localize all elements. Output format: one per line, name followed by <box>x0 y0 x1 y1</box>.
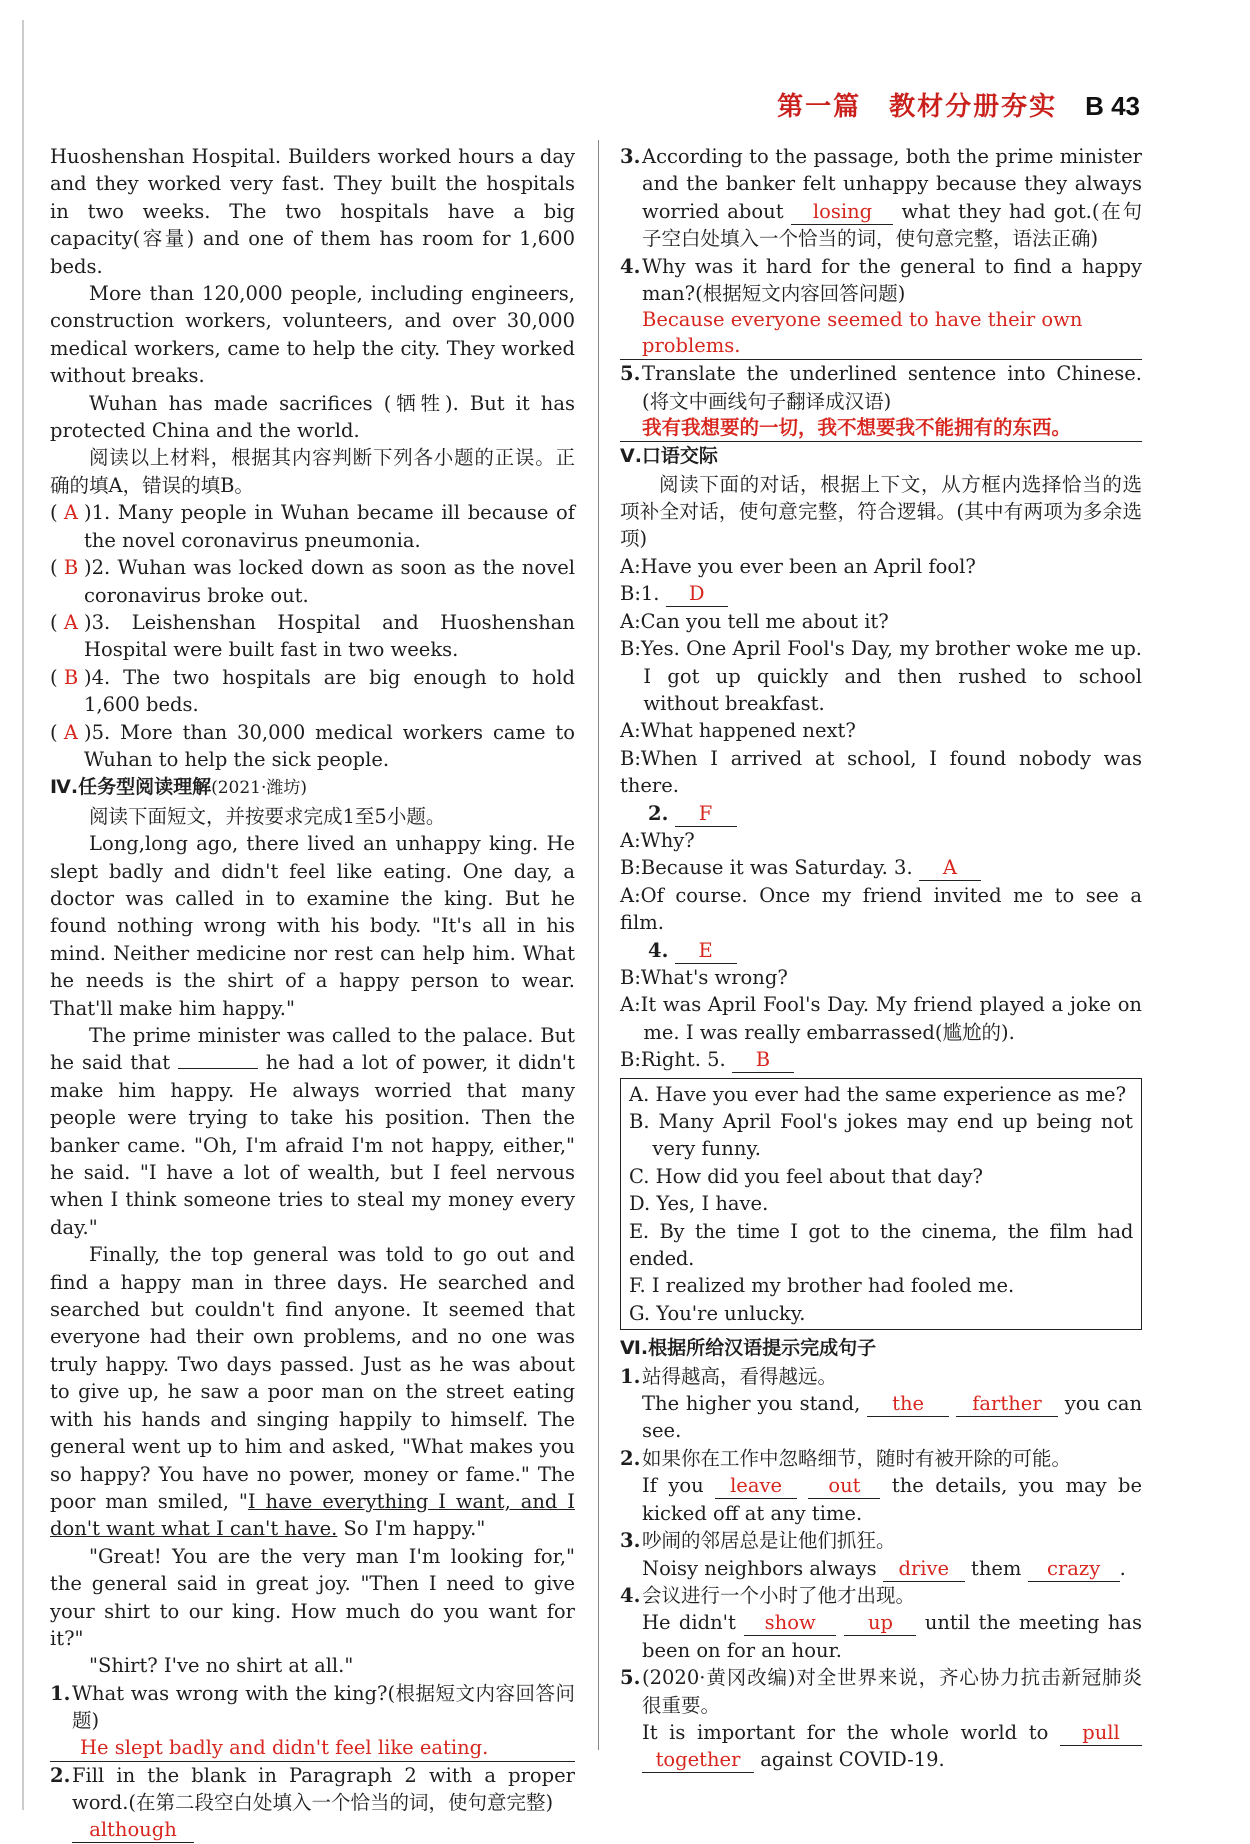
dialog-line: 4. E <box>620 937 1142 964</box>
story-text: he had a lot of power, it didn't make him happy. He always worried that many people were trying to take his position. Then the banker came. "Oh, I'm afraid I'm not happy, either," he said. "I have a lot of wealth, but I feel nervous when I think someone tries to steal my money every day." <box>50 1051 575 1239</box>
dialog-line: B:Yes. One April Fool's Day, my brother woke me up. I got up quickly and then rushed to school without breakfast. <box>620 637 1142 715</box>
question-text: According to the passage, both the prime minister and the banker felt unhappy because they always worried about losing what they had got.(在句子空白处填入一个恰当的词，使句意完整，语法正确) <box>642 145 1142 251</box>
tf-text: )3. Leishenshan Hospital and Huoshenshan Hospital were built fast in two weeks. <box>84 610 575 662</box>
answer-3[interactable]: losing <box>791 200 893 225</box>
underlined-sentence: I have everything I want, and I don't want what I can't have. <box>50 1489 575 1541</box>
story-para-2 <box>50 1022 575 1241</box>
answer-4[interactable]: Because everyone seemed to have their own problems. <box>620 307 1142 360</box>
chinese-prompt: 会议进行一个小时了他才出现。 <box>642 1583 916 1607</box>
question-text: What was wrong with the king?(根据短文内容回答问题) <box>72 1681 575 1733</box>
tf-answer[interactable]: B <box>63 665 79 689</box>
chinese-prompt: 吵闹的邻居总是让他们抓狂。 <box>642 1529 896 1553</box>
section-title: 第一篇 教材分册夯实 <box>777 92 1058 122</box>
sentence-4: 4. 会议进行一个小时了他才出现。 <box>620 1582 1142 1609</box>
tf-answer[interactable]: A <box>63 720 78 744</box>
question-text: Translate the underlined sentence into Chinese.(将文中画线句子翻译成汉语) <box>642 362 1142 413</box>
option-d: D. Yes, I have. <box>629 1192 769 1216</box>
blank-answer[interactable]: up <box>844 1611 916 1636</box>
column-divider <box>598 140 599 1750</box>
instruction: 阅读以上材料，根据其内容判断下列各小题的正误。正确的填A，错误的填B。 <box>50 446 575 497</box>
option-a: A. Have you ever had the same experience as me? <box>629 1082 1127 1106</box>
section-4-instruction: 阅读下面短文，并按要求完成1至5小题。 <box>89 804 446 828</box>
passage-para-1: Huoshenshan Hospital. Builders worked hours a day and they worked very fast. They built the hospitals in two weeks. The two hospitals have a big capacity(容量) and one of them has room for 1,600 beds. <box>50 145 575 278</box>
story-para-3 <box>50 1241 575 1542</box>
sentence-3: 3. 吵闹的邻居总是让他们抓狂。 <box>620 1527 1142 1554</box>
tf-text: )4. The two hospitals are big enough to hold 1,600 beds. <box>84 665 575 717</box>
blank-answer[interactable]: farther <box>956 1392 1058 1417</box>
answer-1[interactable]: He slept badly and didn't feel like eating. <box>50 1735 575 1762</box>
dialog-answer-1[interactable]: D <box>666 582 728 607</box>
sentence-4-english: He didn't show up until the meeting has been on for an hour. <box>642 1611 1143 1662</box>
dialog-line: B:What's wrong? <box>620 965 788 989</box>
blank-answer[interactable]: show <box>744 1611 836 1636</box>
chinese-prompt: (2020·黄冈改编)对全世界来说，齐心协力抗击新冠肺炎很重要。 <box>642 1666 1142 1717</box>
dialog-answer-5[interactable]: B <box>732 1048 794 1073</box>
blank-answer[interactable]: out <box>808 1474 880 1499</box>
story-text: The prime minister was called to the palace. But he said that <box>50 1024 575 1075</box>
story-para-1: Long,long ago, there lived an unhappy king. He slept badly and didn't feel like eating. One day, a doctor was called in to examine the king. But he found nothing wrong with his body. "It's all in his mind. Neither medicine nor rest can help him. What he needs is the shirt of a happy person to wear. That'll make him happy." <box>50 832 575 1020</box>
option-g: G. You're unlucky. <box>629 1301 806 1325</box>
option-c: C. How did you feel about that day? <box>629 1164 983 1188</box>
tf-text: )5. More than 30,000 medical workers came to Wuhan to help the sick people. <box>84 720 575 771</box>
question-text: Why was it hard for the general to find a happy man?(根据短文内容回答问题) <box>642 254 1142 306</box>
question-3: 3. According to the passage, both the prime minister and the banker felt unhappy because they always worried about losing what they had got.(在句子空白处填入一个恰当的词，使句意完整，语法正确) <box>620 143 1142 253</box>
passage-para-3: Wuhan has made sacrifices (牺牲). But it has protected China and the world. <box>50 391 575 443</box>
answer-2[interactable]: although <box>72 1818 194 1843</box>
option-e: E. By the time I got to the cinema, the film had ended. <box>629 1219 1133 1271</box>
page-header <box>777 86 1140 123</box>
question-5: 5. Translate the underlined sentence into Chinese.(将文中画线句子翻译成汉语) <box>620 360 1142 415</box>
tf-answer[interactable]: A <box>63 501 78 525</box>
sentence-1-english: The higher you stand, the farther you can see. <box>642 1392 1143 1443</box>
section-6-heading <box>620 1334 1142 1362</box>
dialog-line: A:What happened next? <box>620 719 856 743</box>
sentence-1: 1. 站得越高，看得越远。 <box>620 1363 1142 1390</box>
tf-item-5: ( A )5. More than 30,000 medical workers came to Wuhan to help the sick people. <box>50 719 575 774</box>
options-box <box>620 1078 1142 1331</box>
dialog-answer-2[interactable]: F <box>675 802 737 827</box>
dialog-line: B:Right. 5. B <box>620 1046 1142 1073</box>
dialog-line: B:When I arrived at school, I found nobody was there. <box>620 746 1142 798</box>
tf-item-2: ( B )2. Wuhan was locked down as soon as the novel coronavirus broke out. <box>50 554 575 609</box>
question-2: 2. Fill in the blank in Paragraph 2 with a proper word.(在第二段空白处填入一个恰当的词，使句意完整) <box>50 1762 575 1817</box>
tf-text: )1. Many people in Wuhan became ill because of the novel coronavirus pneumonia. <box>84 501 575 552</box>
chinese-prompt: 站得越高，看得越远。 <box>642 1364 838 1388</box>
tf-item-1: ( A )1. Many people in Wuhan became ill because of the novel coronavirus pneumonia. <box>50 499 575 554</box>
question-text: Fill in the blank in Paragraph 2 with a proper word.(在第二段空白处填入一个恰当的词，使句意完整) <box>72 1763 575 1814</box>
right-column <box>620 143 1142 1774</box>
blank-answer[interactable]: drive <box>883 1557 965 1582</box>
binding-edge <box>22 20 24 1810</box>
question-4: 4. Why was it hard for the general to find a happy man?(根据短文内容回答问题) <box>620 253 1142 308</box>
answer-5[interactable]: 我有我想要的一切，我不想要我不能拥有的东西。 <box>620 415 1142 442</box>
sentence-5-english: It is important for the whole world to pull together against COVID-19. <box>620 1719 1142 1774</box>
option-f: F. I realized my brother had fooled me. <box>629 1274 1015 1298</box>
dialog-line: B:Because it was Saturday. 3. A <box>620 854 1142 881</box>
dialog-answer-4[interactable]: E <box>675 939 737 964</box>
sentence-3-english: Noisy neighbors always drive them crazy . <box>642 1556 1126 1580</box>
dialog-answer-3[interactable]: A <box>919 856 981 881</box>
blank-answer[interactable]: the <box>867 1392 949 1417</box>
dialog-line: A:Have you ever been an April fool? <box>620 554 976 578</box>
story-para-4: "Great! You are the very man I'm looking for," the general said in great joy. "Then I need to give your shirt to our king. How much do you want for it?" <box>50 1544 575 1650</box>
question-1: 1. What was wrong with the king?(根据短文内容回答问题) <box>50 1680 575 1735</box>
page-number: B 43 <box>1085 91 1140 121</box>
section-5-title: Ⅴ.口语交际 <box>620 445 718 468</box>
story-text: Finally, the top general was told to go out and find a happy man in three days. He searched and searched but couldn't find anyone. It seemed that everyone had their own problems, and no one was truly happy. Two days passed. Just as he was about to give up, he saw a poor man on the street eating with his hands and singing happily to himself. The general went up to him and asked, "What makes you so happy? You have no power, money or fame." The poor man smiled, " <box>50 1243 575 1513</box>
passage-para-2: More than 120,000 people, including engineers, construction workers, volunteers, and over 30,000 medical workers, came to help the city. They worked without breaks. <box>50 282 575 388</box>
section-6-title: Ⅵ.根据所给汉语提示完成句子 <box>620 1337 877 1360</box>
dialog-line: 2. F <box>620 800 1142 827</box>
blank-answer[interactable]: together <box>642 1748 754 1773</box>
tf-answer[interactable]: A <box>63 610 78 634</box>
option-b: B. Many April Fool's jokes may end up being not very funny. <box>629 1110 1133 1161</box>
section-4-source: (2021·潍坊) <box>211 778 308 799</box>
tf-item-3: ( A )3. Leishenshan Hospital and Huoshenshan Hospital were built fast in two weeks. <box>50 609 575 664</box>
sentence-2-english: If you leave out the details, you may be kicked off at any time. <box>642 1474 1143 1525</box>
left-column <box>50 143 575 1844</box>
story-text: So I'm happy." <box>337 1517 486 1541</box>
story-para-5: "Shirt? I've no shirt at all." <box>89 1654 354 1678</box>
dialog-line: A:It was April Fool's Day. My friend played a joke on me. I was really embarrassed(尴尬的). <box>620 993 1142 1044</box>
sentence-5: 5. (2020·黄冈改编)对全世界来说，齐心协力抗击新冠肺炎很重要。 <box>620 1664 1142 1719</box>
tf-text: )2. Wuhan was locked down as soon as the novel coronavirus broke out. <box>84 556 575 607</box>
dialog-line: A:Of course. Once my friend invited me to see a film. <box>620 883 1142 935</box>
tf-answer[interactable]: B <box>63 556 79 580</box>
chinese-prompt: 如果你在工作中忽略细节，随时有被开除的可能。 <box>642 1446 1072 1470</box>
section-4-heading <box>50 773 575 802</box>
sentence-2: 2. 如果你在工作中忽略细节，随时有被开除的可能。 <box>620 1445 1142 1472</box>
blank-answer[interactable]: pull <box>1060 1721 1142 1746</box>
blank-answer[interactable]: crazy <box>1028 1557 1120 1582</box>
answer-2-row <box>50 1816 575 1843</box>
tf-item-4: ( B )4. The two hospitals are big enough to hold 1,600 beds. <box>50 664 575 719</box>
blank-line[interactable] <box>178 1068 258 1069</box>
dialog-line: A:Can you tell me about it? <box>620 609 889 633</box>
section-5-heading <box>620 442 1142 470</box>
dialog-line: B:1. D <box>620 580 1142 607</box>
section-4-title: Ⅳ.任务型阅读理解 <box>50 776 212 799</box>
dialog-line: A:Why? <box>620 828 695 852</box>
section-5-instruction: 阅读下面的对话，根据上下文，从方框内选择恰当的选项补全对话，使句意完整，符合逻辑。(其中有两项为多余选项) <box>620 472 1142 551</box>
blank-answer[interactable]: leave <box>715 1474 797 1499</box>
